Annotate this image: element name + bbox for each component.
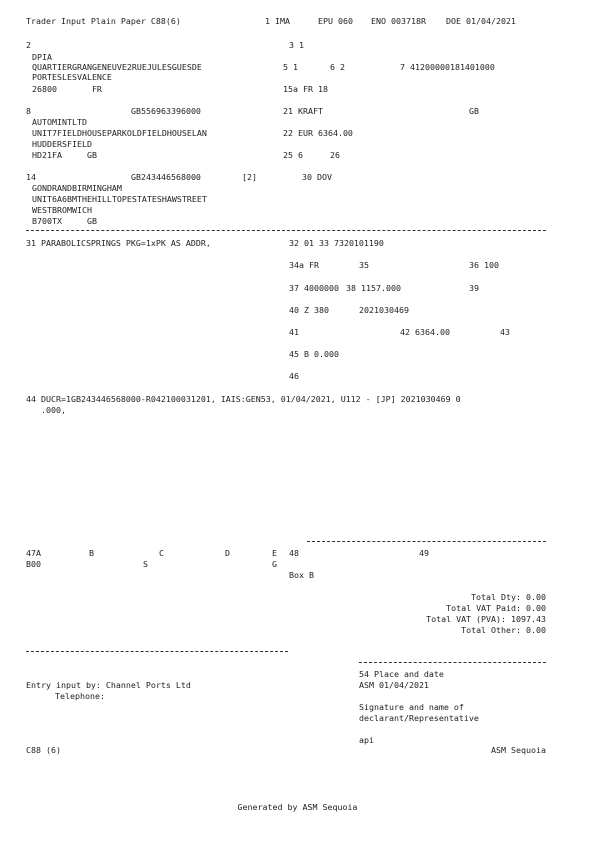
box44-additional-info-cont: .000, — [26, 405, 66, 415]
declarant-postcode-country: B700TX GB — [32, 216, 97, 226]
form-code: C88 (6) — [26, 745, 61, 755]
declarant-address: UNIT6A6BMTHEHILLTOPESTATESHAWSTREET — [32, 194, 207, 204]
box39-quota: 39 — [469, 283, 479, 293]
total-vat-pva: Total VAT (PVA): 1097.43 — [426, 614, 546, 624]
signature-label-2: declarant/Representative — [359, 713, 479, 723]
total-duty: Total Dty: 0.00 — [471, 592, 546, 602]
box40-previous-document: 40 Z 380 — [289, 305, 329, 315]
telephone-label: Telephone: — [55, 691, 105, 701]
consignor-city: PORTESLESVALENCE — [32, 72, 112, 82]
box37-procedure: 37 4000000 — [289, 283, 339, 293]
consignor-address: QUARTIERGRANGENEUVE2RUEJULESGUESDE — [32, 62, 202, 72]
consignee-city: HUDDERSFIELD — [32, 139, 92, 149]
box15a-dispatch-country: 15a FR 18 — [283, 84, 328, 94]
box35-gross-mass: 35 — [359, 260, 369, 270]
box46-statistical-value: 46 — [289, 371, 299, 381]
box45-adjustment: 45 B 0.000 — [289, 349, 339, 359]
box47-col-b: B — [89, 548, 94, 558]
box22-currency-amount: 22 EUR 6364.00 — [283, 128, 353, 138]
box2-label: 2 — [26, 40, 31, 50]
consignee-address: UNIT7FIELDHOUSEPARKOLDFIELDHOUSELAN — [32, 128, 207, 138]
box31-goods-description: 31 PARABOLICSPRINGS PKG=1xPK AS ADDR, — [26, 238, 211, 248]
signature-value: api — [359, 735, 374, 745]
declarant-city: WESTBROMWICH — [32, 205, 92, 215]
consignor-name: DPIA — [32, 52, 52, 62]
total-other: Total Other: 0.00 — [461, 625, 546, 635]
box43-valuation-method: 43 — [500, 327, 510, 337]
box34a-origin: 34a FR — [289, 260, 319, 270]
box25-transport-mode: 25 6 — [283, 150, 303, 160]
box36-preference: 36 100 — [469, 260, 499, 270]
system-name: ASM Sequoia — [491, 745, 546, 755]
box26-inland-mode: 26 — [330, 150, 340, 160]
box-b-label: Box B — [289, 570, 314, 580]
box30-location: 30 DOV — [302, 172, 332, 182]
consignee-eori: GB556963396000 — [131, 106, 201, 116]
box47-row-s: S — [143, 559, 148, 569]
box8-label: 8 — [26, 106, 31, 116]
declarant-name: GONDRANDBIRMINGHAM — [32, 183, 122, 193]
declarant-eori: GB243446568000 — [131, 172, 201, 182]
box21-country: GB — [469, 106, 479, 116]
box54-place-date: ASM 01/04/2021 — [359, 680, 429, 690]
epu-number: EPU 060 — [318, 16, 353, 26]
box14-label: 14 — [26, 172, 36, 182]
declarant-ref: [2] — [242, 172, 257, 182]
box48-deferred-payment: 48 — [289, 548, 299, 558]
consignee-name: AUTOMINTLTD — [32, 117, 87, 127]
box3-forms: 3 1 — [289, 40, 304, 50]
box7-reference: 7 41200000181401000 — [400, 62, 495, 72]
entry-input-by: Entry input by: Channel Ports Ltd — [26, 680, 191, 690]
box47-col-a: 47A — [26, 548, 41, 558]
box47-col-e: E — [272, 548, 277, 558]
consignee-postcode-country: HD21FA GB — [32, 150, 97, 160]
box1-declaration-type: 1 IMA — [265, 16, 290, 26]
box54-label: 54 Place and date — [359, 669, 444, 679]
box54-divider — [359, 662, 546, 663]
box47-row-g: G — [272, 559, 277, 569]
entry-number: ENO 003718R — [371, 16, 426, 26]
signature-label-1: Signature and name of — [359, 702, 464, 712]
box38-net-mass: 38 1157.000 — [346, 283, 401, 293]
total-vat-paid: Total VAT Paid: 0.00 — [446, 603, 546, 613]
box48-divider — [307, 541, 546, 542]
box21-transport: 21 KRAFT — [283, 106, 323, 116]
form-title: Trader Input Plain Paper C88(6) — [26, 16, 181, 26]
box6-packages: 6 2 — [330, 62, 345, 72]
box42-item-price: 42 6364.00 — [400, 327, 450, 337]
box47-tax-type: B00 — [26, 559, 41, 569]
box44-additional-info: 44 DUCR=1GB243446568000-R042100031201, IAIS:GEN53, 01/04/2021, U112 - [JP] 2021030469 0 — [26, 394, 461, 404]
box40-document-ref: 2021030469 — [359, 305, 409, 315]
consignor-postcode-country: 26800 FR — [32, 84, 102, 94]
box41-supplementary-units: 41 — [289, 327, 299, 337]
box47-col-d: D — [225, 548, 230, 558]
box49-warehouse: 49 — [419, 548, 429, 558]
box47-col-c: C — [159, 548, 164, 558]
box32-33-commodity-code: 32 01 33 7320101190 — [289, 238, 384, 248]
generated-by: Generated by ASM Sequoia — [237, 802, 358, 812]
date-of-entry: DOE 01/04/2021 — [446, 16, 516, 26]
entry-divider — [26, 651, 288, 652]
section-divider — [26, 230, 546, 231]
box5-items: 5 1 — [283, 62, 298, 72]
